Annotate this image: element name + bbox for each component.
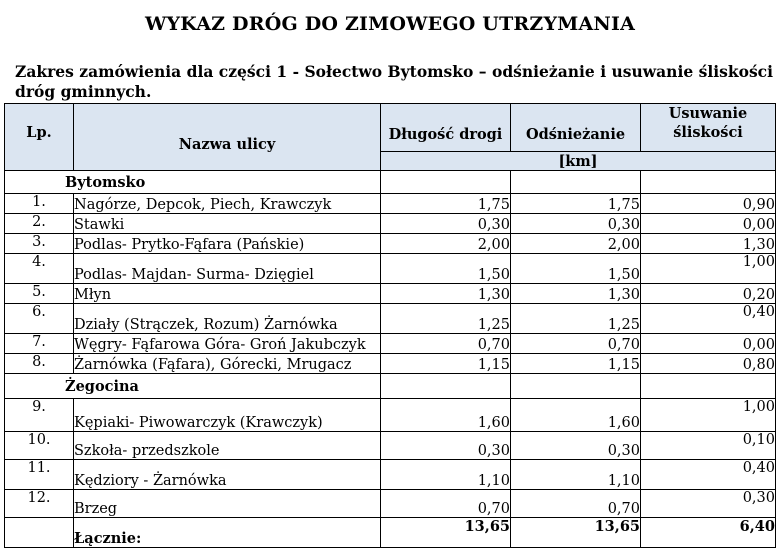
empty-cell bbox=[381, 374, 511, 399]
row-snow-removal: 1,75 bbox=[511, 194, 641, 214]
header-name: Nazwa ulicy bbox=[74, 104, 381, 171]
total-row bbox=[5, 518, 776, 548]
table-row bbox=[5, 490, 776, 518]
table-row bbox=[5, 214, 776, 234]
row-lp: 12. bbox=[5, 490, 74, 518]
table-row bbox=[5, 399, 776, 432]
row-length: 2,00 bbox=[381, 234, 511, 254]
row-length: 1,75 bbox=[381, 194, 511, 214]
empty-cell bbox=[511, 171, 641, 194]
table-row bbox=[5, 334, 776, 354]
row-length: 1,30 bbox=[381, 284, 511, 304]
row-ice-removal: 0,30 bbox=[641, 490, 776, 518]
row-lp: 10. bbox=[5, 432, 74, 460]
row-length: 1,15 bbox=[381, 354, 511, 374]
section-name: Bytomsko bbox=[5, 171, 381, 194]
header-ice-line-2: śliskości bbox=[673, 124, 743, 141]
row-snow-removal: 2,00 bbox=[511, 234, 641, 254]
total-snow-removal: 13,65 bbox=[511, 518, 641, 548]
row-length: 1,50 bbox=[381, 254, 511, 284]
table-row bbox=[5, 432, 776, 460]
row-name: Kędziory - Żarnówka bbox=[74, 460, 381, 490]
row-snow-removal: 1,15 bbox=[511, 354, 641, 374]
empty-cell bbox=[381, 171, 511, 194]
header-ice-line-1: Usuwanie bbox=[668, 105, 748, 122]
row-lp: 1. bbox=[5, 194, 74, 214]
row-snow-removal: 1,60 bbox=[511, 399, 641, 432]
row-lp: 7. bbox=[5, 334, 74, 354]
row-ice-removal: 0,20 bbox=[641, 284, 776, 304]
header-unit: [km] bbox=[381, 152, 776, 171]
row-lp: 8. bbox=[5, 354, 74, 374]
roads-table bbox=[4, 103, 776, 548]
row-name: Nagórze, Depcok, Piech, Krawczyk bbox=[74, 194, 381, 214]
table-row bbox=[5, 194, 776, 214]
table-row bbox=[5, 284, 776, 304]
table-row bbox=[5, 354, 776, 374]
empty-cell bbox=[641, 171, 776, 194]
header-length: Długość drogi bbox=[381, 104, 511, 152]
row-ice-removal: 0,90 bbox=[641, 194, 776, 214]
row-lp: 3. bbox=[5, 234, 74, 254]
section-name: Żegocina bbox=[5, 374, 381, 399]
row-name: Podlas- Prytko-Fąfara (Pańskie) bbox=[74, 234, 381, 254]
empty-cell bbox=[5, 518, 74, 548]
row-lp: 9. bbox=[5, 399, 74, 432]
row-ice-removal: 0,10 bbox=[641, 432, 776, 460]
row-length: 0,30 bbox=[381, 432, 511, 460]
empty-cell bbox=[641, 374, 776, 399]
row-ice-removal: 0,00 bbox=[641, 334, 776, 354]
row-lp: 6. bbox=[5, 304, 74, 334]
row-length: 1,60 bbox=[381, 399, 511, 432]
subtitle-line-1: Zakres zamówienia dla części 1 - Sołectwo Bytomsko – odśnieżanie i usuwanie śliskości bbox=[15, 62, 773, 81]
row-name: Brzeg bbox=[74, 490, 381, 518]
row-snow-removal: 1,50 bbox=[511, 254, 641, 284]
table-row bbox=[5, 234, 776, 254]
document-title: WYKAZ DRÓG DO ZIMOWEGO UTRZYMANIA bbox=[144, 13, 636, 35]
row-ice-removal: 0,40 bbox=[641, 460, 776, 490]
total-label: Łącznie: bbox=[74, 518, 381, 548]
row-snow-removal: 0,70 bbox=[511, 334, 641, 354]
document-subtitle bbox=[15, 62, 773, 102]
total-length: 13,65 bbox=[381, 518, 511, 548]
row-name: Kępiaki- Piwowarczyk (Krawczyk) bbox=[74, 399, 381, 432]
row-length: 1,10 bbox=[381, 460, 511, 490]
row-lp: 2. bbox=[5, 214, 74, 234]
row-name: Węgry- Fąfarowa Góra- Groń Jakubczyk bbox=[74, 334, 381, 354]
row-name: Podlas- Majdan- Surma- Dzięgiel bbox=[74, 254, 381, 284]
row-length: 0,30 bbox=[381, 214, 511, 234]
row-ice-removal: 1,30 bbox=[641, 234, 776, 254]
header-lp: Lp. bbox=[5, 104, 74, 171]
row-name: Młyn bbox=[74, 284, 381, 304]
row-snow-removal: 1,25 bbox=[511, 304, 641, 334]
row-snow-removal: 0,70 bbox=[511, 490, 641, 518]
row-snow-removal: 1,10 bbox=[511, 460, 641, 490]
section-row bbox=[5, 171, 776, 194]
row-ice-removal: 1,00 bbox=[641, 254, 776, 284]
row-name: Działy (Strączek, Rozum) Żarnówka bbox=[74, 304, 381, 334]
row-ice-removal: 0,00 bbox=[641, 214, 776, 234]
empty-cell bbox=[511, 374, 641, 399]
section-row bbox=[5, 374, 776, 399]
row-ice-removal: 1,00 bbox=[641, 399, 776, 432]
table-row bbox=[5, 460, 776, 490]
row-length: 0,70 bbox=[381, 334, 511, 354]
row-name: Żarnówka (Fąfara), Górecki, Mrugacz bbox=[74, 354, 381, 374]
row-ice-removal: 0,40 bbox=[641, 304, 776, 334]
row-ice-removal: 0,80 bbox=[641, 354, 776, 374]
row-lp: 5. bbox=[5, 284, 74, 304]
row-name: Stawki bbox=[74, 214, 381, 234]
table-row bbox=[5, 254, 776, 284]
row-lp: 4. bbox=[5, 254, 74, 284]
row-name: Szkoła- przedszkole bbox=[74, 432, 381, 460]
roads-table-body bbox=[5, 171, 776, 548]
row-snow-removal: 0,30 bbox=[511, 214, 641, 234]
row-length: 0,70 bbox=[381, 490, 511, 518]
row-snow-removal: 0,30 bbox=[511, 432, 641, 460]
header-ice-removal bbox=[641, 104, 776, 152]
total-ice-removal: 6,40 bbox=[641, 518, 776, 548]
table-row bbox=[5, 304, 776, 334]
row-length: 1,25 bbox=[381, 304, 511, 334]
subtitle-line-2: dróg gminnych. bbox=[15, 82, 152, 101]
row-snow-removal: 1,30 bbox=[511, 284, 641, 304]
header-snow-removal: Odśnieżanie bbox=[511, 104, 641, 152]
row-lp: 11. bbox=[5, 460, 74, 490]
